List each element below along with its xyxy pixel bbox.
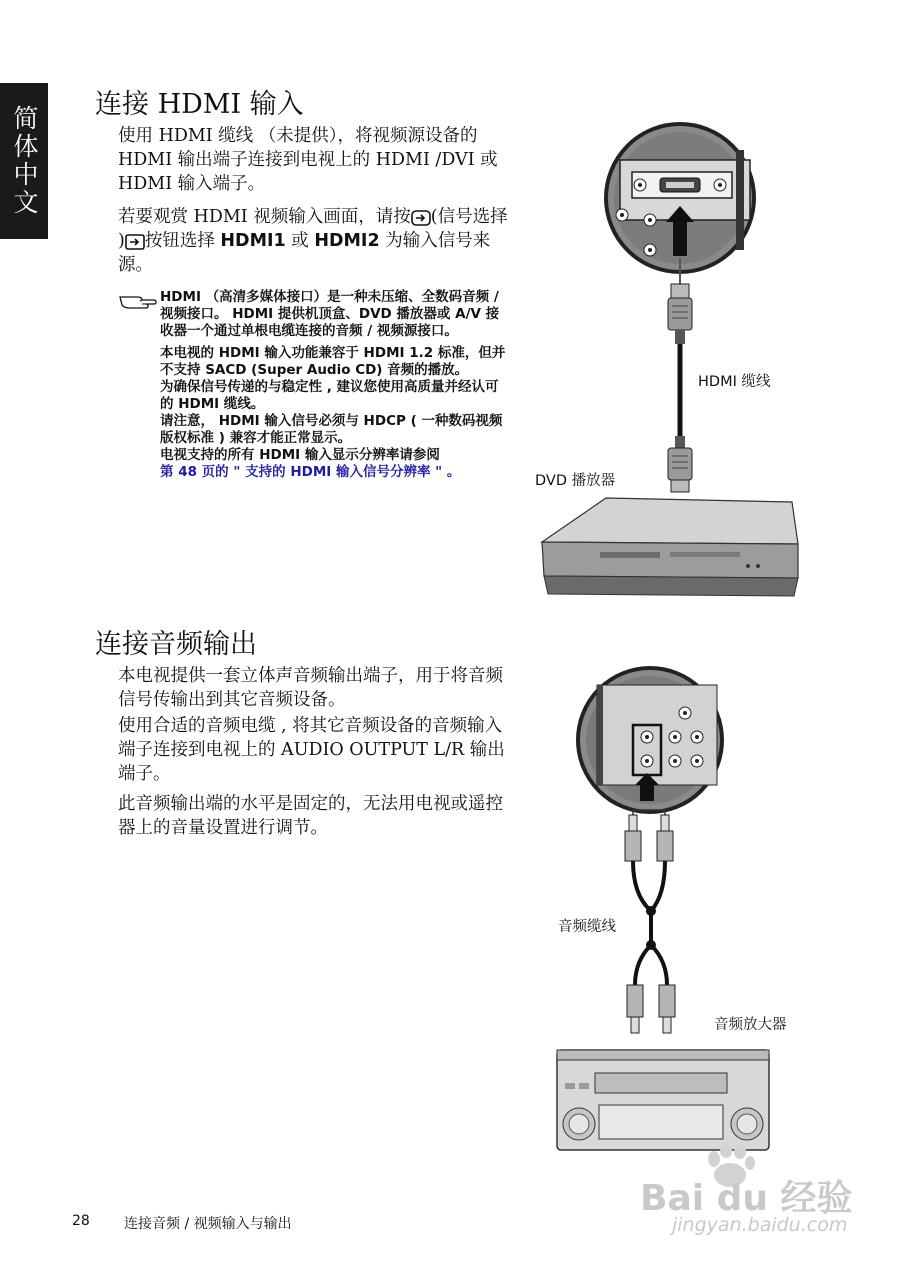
language-tab-label: 简体中文 [10,105,39,217]
audio-para-1: 本电视提供一套立体声音频输出端子，用于将音频信号传输出到其它音频设备。 [118,666,503,710]
watermark-brand: Bai du 经验 [640,1178,853,1219]
audio-amplifier-device [557,1050,769,1150]
note-link-resolution[interactable]: 第 48 页的 " 支持的 HDMI 输入信号分辨率 " 。 [160,464,461,480]
section-title-audio: 连接音频输出 [95,629,257,660]
rca-plugs-top [625,815,673,861]
page-number: 28 [72,1213,90,1229]
note-line-1: HDMI （高清多媒体接口）是一种未压缩、全数码音频 / 视频接口。 HDMI 提供机顶盒、DVD 播放器或 A/V 接收器一个通过单根电缆连接的音频 / 视频源接口。 [160,289,500,339]
hdmi-plug-top [668,284,692,344]
hdmi-plug-bottom [668,436,692,492]
audio-para-2: 使用合适的音频电缆 , 将其它音频设备的音频输入端子连接到电视上的 AUDIO OUTPUT L/R 输出端子。 [118,716,505,784]
audio-connection-illustration [555,665,795,1155]
hdmi-para-1: 使用 HDMI 缆线 （未提供），将视频源设备的 HDMI 输出端子连接到电视上的 HDMI /DVI 或 HDMI 输入端子。 [118,126,498,194]
note-line-3: 为确保信号传递的与稳定性 , 建议您使用高质量并经认可的 HDMI 缆线。 [160,379,499,412]
note-line-2: 本电视的 HDMI 输入功能兼容于 HDMI 1.2 标准，但并不支持 SACD (Super Audio CD) 音频的播放。 [160,345,506,378]
label-dvd-player: DVD 播放器 [535,473,616,489]
hdmi-note [160,289,510,481]
hdmi-connection-illustration [540,120,810,600]
label-audio-cable: 音频缆线 [558,919,616,935]
note-line-4: 请注意， HDMI 输入信号必须与 HDCP ( 一种数码视频版权标准 ) 兼容才能正常显示。 [160,413,503,446]
footer-chapter-title: 连接音频 / 视频输入与输出 [124,1216,292,1232]
rca-plugs-bottom [627,985,675,1033]
label-audio-amplifier: 音频放大器 [714,1017,787,1033]
input-source-icon-2 [125,234,145,250]
hdmi-para-2: 若要观赏 HDMI 视频输入画面，请按 (信号选择 ) 按钮选择 HDMI1 或 HDMI2 为输入信号来源。 [118,207,508,275]
tv-audio-port-closeup [578,668,722,812]
tv-hdmi-port-closeup [606,124,754,272]
input-source-icon [411,210,431,226]
note-hand-icon [118,289,158,311]
language-tab [0,83,48,239]
label-hdmi-cable: HDMI 缆线 [698,374,771,390]
note-line-5: 电视支持的所有 HDMI 输入显示分辨率请参阅 [160,447,440,463]
dvd-player-device [542,498,798,596]
audio-para-3: 此音频输出端的水平是固定的，无法用电视或遥控器上的音量设置进行调节。 [118,794,503,838]
section-title-hdmi: 连接 HDMI 输入 [95,89,304,120]
watermark-url: jingyan.baidu.com [672,1214,848,1236]
